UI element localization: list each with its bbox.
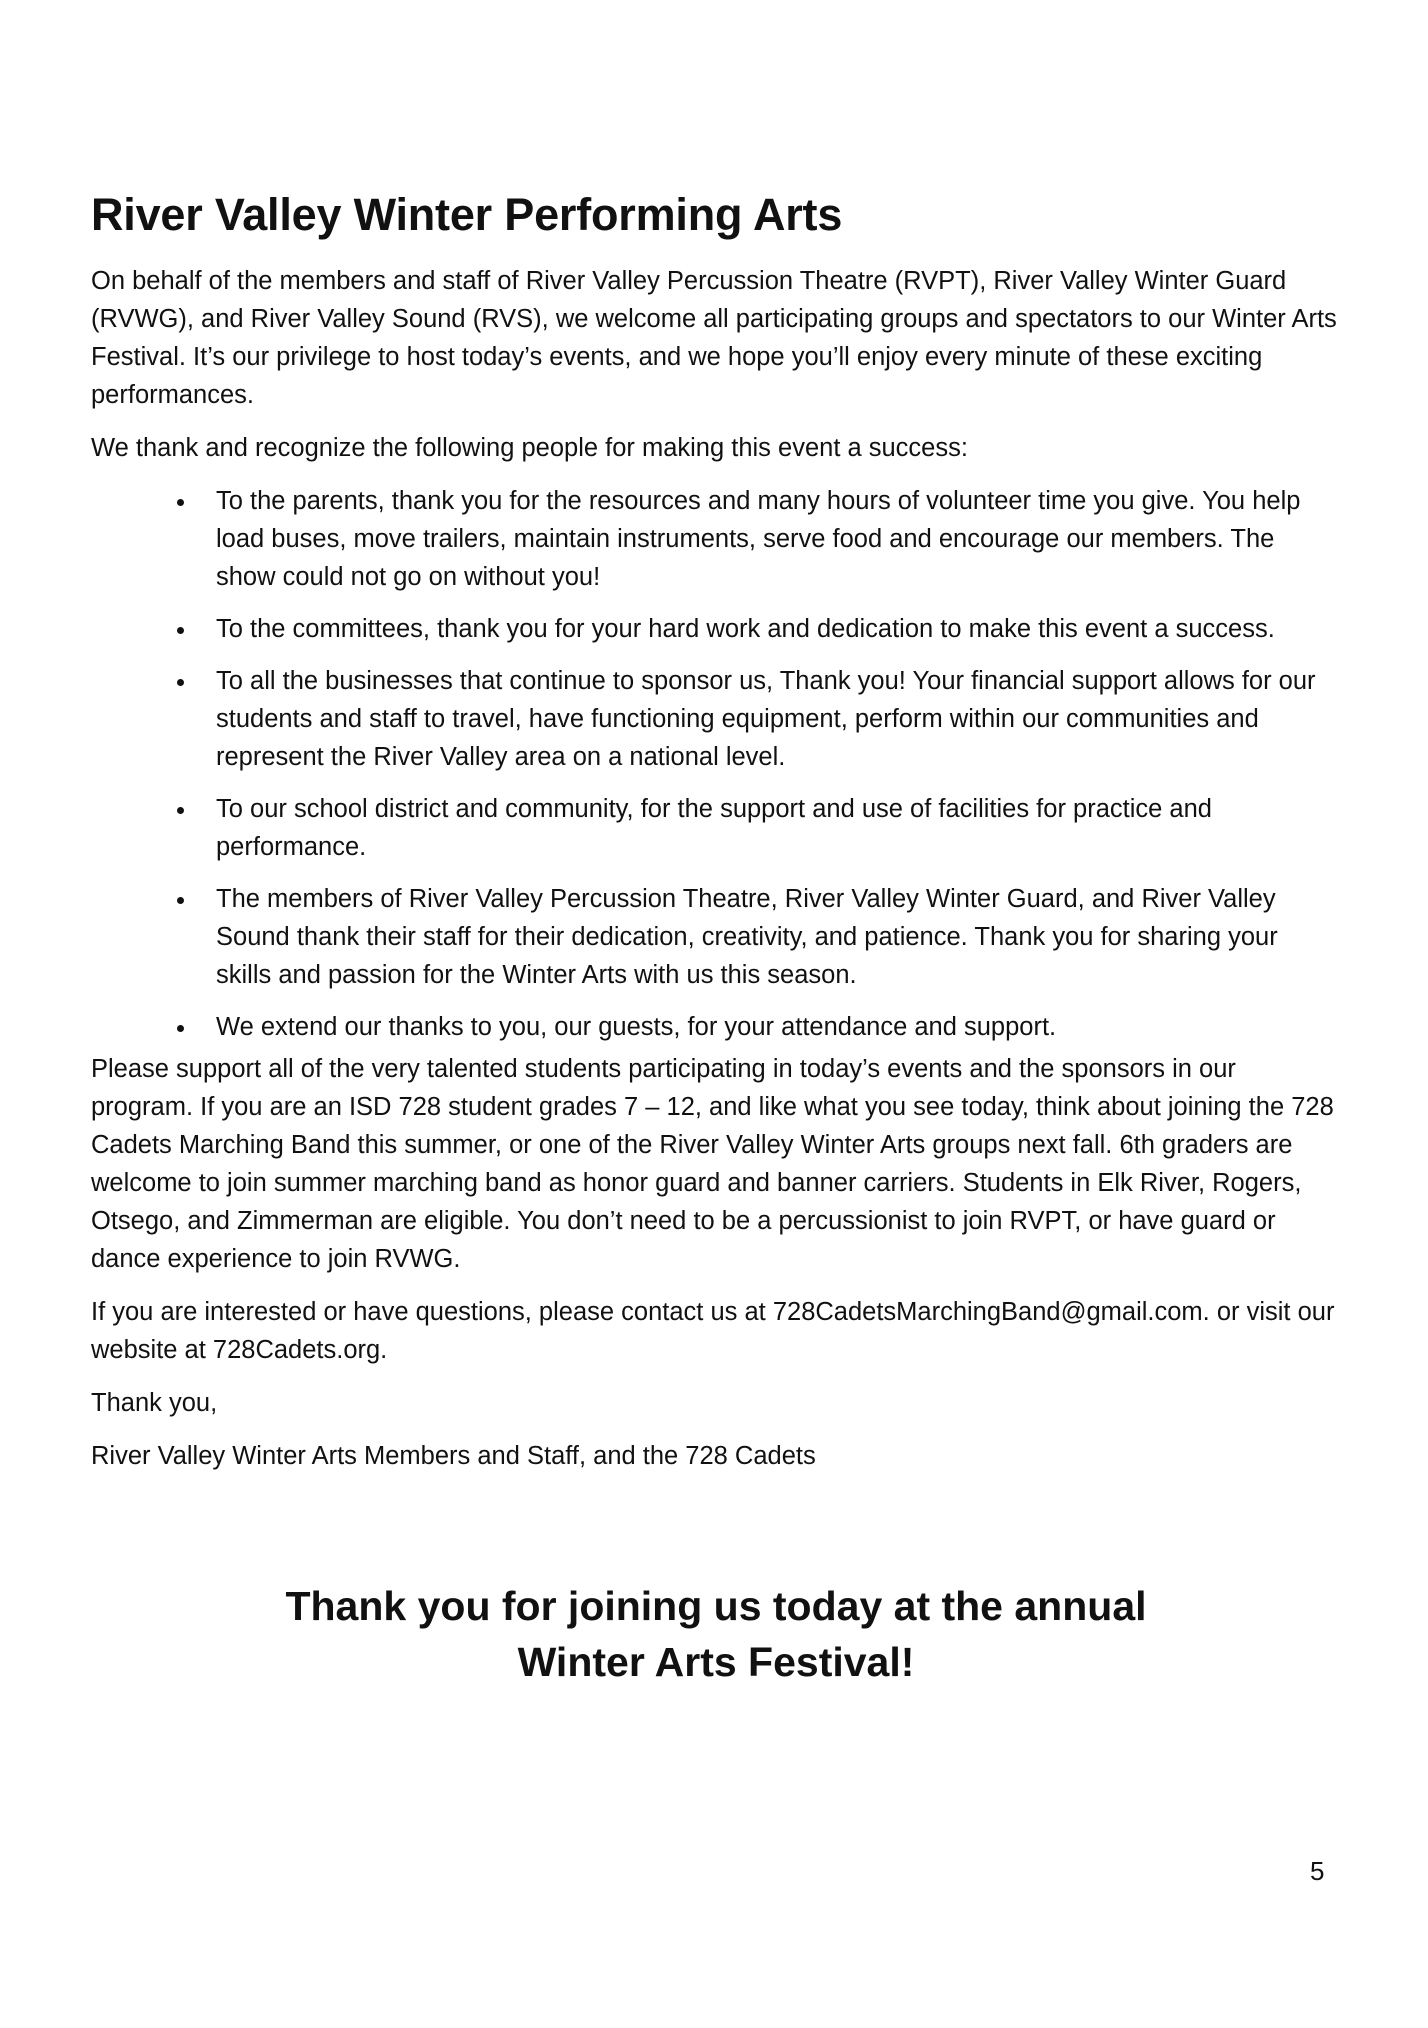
closing-message [91,1578,1341,1690]
list-item-text: We extend our thanks to you, our guests, for your attendance and support. [216,1013,1057,1041]
contact-paragraph: If you are interested or have questions, please contact us at 728CadetsMarchingBand@gmail.com. or visit our website at 728Cadets.org. [91,1298,1335,1364]
list-item-text: To our school district and community, for the support and use of facilities for practice and performance. [216,795,1212,861]
closing-line-2: Winter Arts Festival! [517,1639,915,1685]
bullet-icon [177,627,184,634]
page-title: River Valley Winter Performing Arts [91,189,843,240]
page-number: 5 [1310,1856,1325,1886]
intro-paragraph: On behalf of the members and staff of River Valley Percussion Theatre (RVPT), River Valley Winter Guard (RVWG), and River Valley Sound (RVS), we welcome all participating groups and spectators to our Winter Arts Festival. It’s our privilege to host today’s events, and we hope you’ll enjoy every minute of these exciting performances. [91,267,1337,409]
list-item-text: To the committees, thank you for your hard work and dedication to make this event a success. [216,615,1275,643]
document-body [91,188,1341,1490]
list-item [91,790,1341,866]
list-item-text: The members of River Valley Percussion Theatre, River Valley Winter Guard, and River Valley Sound thank their staff for their dedication, creativity, and patience. Thank you for sharing your skills and passion for the Winter Arts with us this season. [216,885,1278,989]
list-item [91,610,1341,648]
signoff: Thank you, [91,1389,218,1417]
list-item-text: To all the businesses that continue to sponsor us, Thank you! Your financial support allows for our students and staff to travel, have functioning equipment, perform within our communities and represent the River Valley area on a national level. [216,667,1316,771]
thanks-intro-paragraph: We thank and recognize the following people for making this event a success: [91,434,968,462]
list-item [91,662,1341,776]
signature: River Valley Winter Arts Members and Staff, and the 728 Cadets [91,1442,816,1470]
list-item [91,482,1341,596]
list-item [91,880,1341,994]
bullet-icon [177,897,184,904]
bullet-icon [177,807,184,814]
thanks-list [91,482,1341,1046]
list-item [91,1008,1341,1046]
list-item-text: To the parents, thank you for the resources and many hours of volunteer time you give. You help load buses, move trailers, maintain instruments, serve food and encourage our members. The show could not go on without you! [216,487,1301,591]
closing-line-1: Thank you for joining us today at the annual [285,1583,1147,1629]
support-paragraph: Please support all of the very talented students participating in today’s events and the sponsors in our program. If you are an ISD 728 student grades 7 – 12, and like what you see today, think about joining the 728 Cadets Marching Band this summer, or one of the River Valley Winter Arts groups next fall. 6th graders are welcome to join summer marching band as honor guard and banner carriers. Students in Elk River, Rogers, Otsego, and Zimmerman are eligible. You don’t need to be a percussionist to join RVPT, or have guard or dance experience to join RVWG. [91,1055,1334,1273]
bullet-icon [177,679,184,686]
bullet-icon [177,1025,184,1032]
bullet-icon [177,499,184,506]
